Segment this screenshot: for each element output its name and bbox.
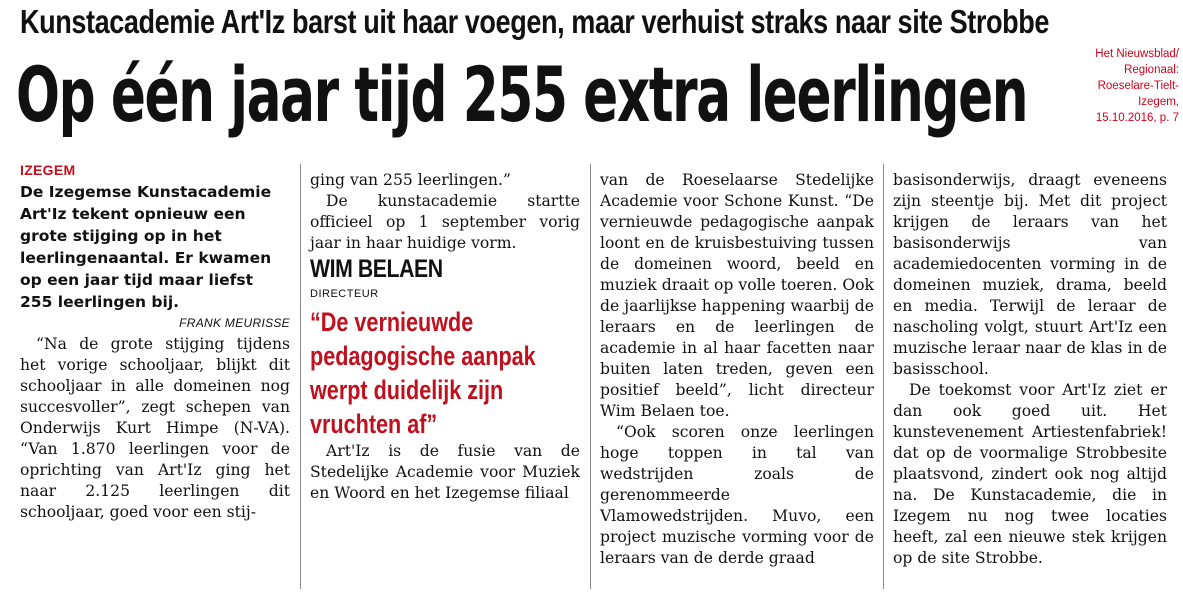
article-subheadline: Kunstacademie Art'Iz barst uit haar voegen, maar verhuist straks naar site Strobbe <box>20 3 1050 40</box>
column-divider <box>590 164 591 589</box>
source-line: 15.10.2016, p. 7 <box>1095 112 1179 124</box>
location-kicker: IZEGEM <box>20 162 76 178</box>
source-credit <box>1065 46 1179 126</box>
body-paragraph: ging van 255 leerlingen.” <box>310 171 511 189</box>
article-headline: Op één jaar tijd 255 extra leerlingen <box>16 50 1028 139</box>
body-paragraph: “Na de grote stijging tijdens het vorige schooljaar, blijkt dit schooljaar in alle domeinen nog succesvoller”, zegt schepen van Onderwijs Kurt Himpe (N-VA). “Van 1.870 leerlingen voor de oprichting van Art'Iz ging het naar 2.125 leerlingen dit schooljaar, goed voor een stij- <box>20 335 290 521</box>
column-1 <box>20 160 290 523</box>
source-line: Izegem, <box>1138 96 1179 108</box>
body-paragraph: Art'Iz is de fusie van de Stedelijke Academie voor Muziek en Woord en het Izegemse filiaal <box>310 442 580 502</box>
body-paragraph: De toekomst voor Art'Iz ziet er dan ook goed uit. Het kunstevenement Artiestenfabriek! dat op de voormalige Strobbesite plaatsvond, zindert ook nog altijd na. De Kunstacademie, die in Izegem nu nog twee locaties heeft, zal een nieuwe stek krijgen op de site Strobbe. <box>893 381 1167 567</box>
source-line: Roeselare-Tielt- <box>1097 80 1179 92</box>
column-3 <box>600 160 874 569</box>
body-paragraph: De kunstacademie startte officieel op 1 september vorig jaar in haar huidige vorm. <box>310 192 580 252</box>
quoted-person-name: WIM BELAEN <box>310 255 443 283</box>
author-byline: FRANK MEURISSE <box>179 316 290 330</box>
article-intro: De Izegemse Kunstacademie Art'Iz tekent opnieuw een grote stijging op in het leerlingenaantal. Er kwamen op een jaar tijd maar liefst 255 leerlingen bij. <box>20 183 272 311</box>
source-line: Het Nieuwsblad/ <box>1095 48 1179 60</box>
column-2 <box>310 160 580 504</box>
body-paragraph: van de Roeselaarse Stedelijke Academie voor Schone Kunst. “De vernieuwde pedagogische aanpak loont en de kruisbestuiving tussen de domeinen woord, beeld en muziek draait op volle toeren. Ook de jaarlijkse happening waarbij de leraars en de leerlingen de academie in al haar facetten naar buiten laten treden, geven een positief beeld”, licht directeur Wim Belaen toe. <box>600 171 874 420</box>
quoted-person-role: DIRECTEUR <box>310 288 379 300</box>
pull-quote: “De vernieuwde pedagogische aanpak werpt duidelijk zijn vruchten af” <box>310 307 536 439</box>
source-line: Regionaal: <box>1124 64 1179 76</box>
column-4 <box>893 160 1167 569</box>
column-divider <box>883 164 884 589</box>
column-divider <box>300 164 301 589</box>
body-paragraph: basisonderwijs, draagt eveneens zijn steentje bij. Met dit project krijgen de leraars van het basisonderwijs van academiedocenten vorming in de domeinen muziek, drama, beeld en media. Terwijl de leraar de nascholing volgt, stuurt Art'Iz een muzische leraar naar de klas in de basisschool. <box>893 171 1167 378</box>
body-paragraph: “Ook scoren onze leerlingen hoge toppen in tal van wedstrijden zoals de gerenommeerde Vlamowedstrijden. Muvo, een project muzische vorming voor de leraars van de derde graad <box>600 423 874 567</box>
